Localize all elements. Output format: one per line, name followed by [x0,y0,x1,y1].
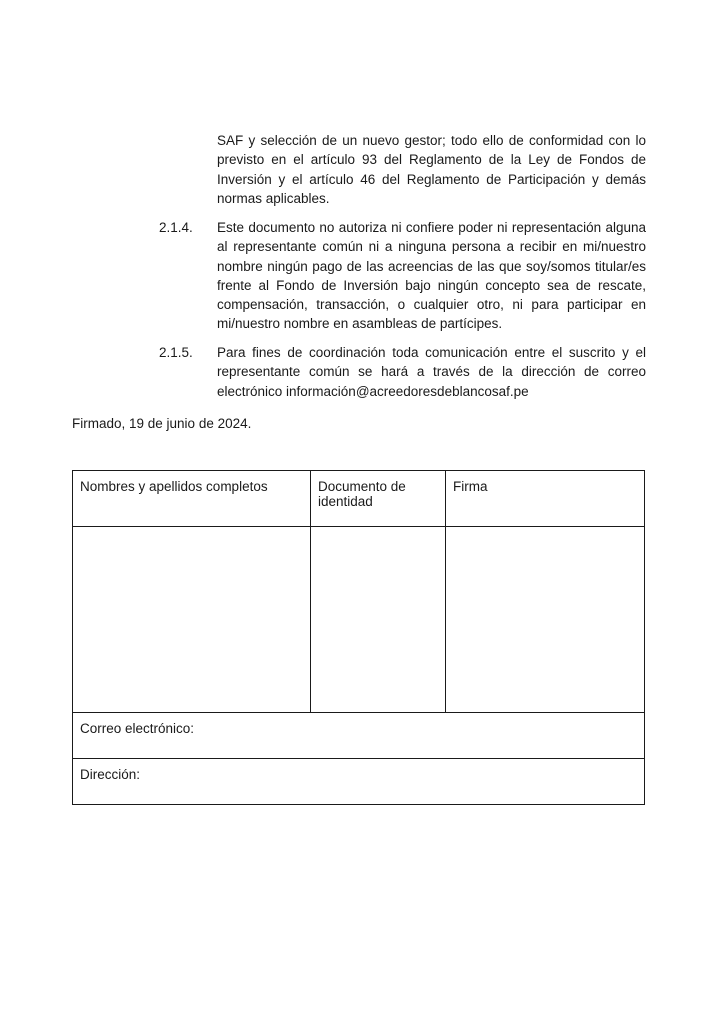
signature-table [72,470,645,805]
header-signature: Firma [446,471,645,527]
signed-date-line: Firmado, 19 de junio de 2024. [72,416,252,431]
clause-text-2-1-4: Este documento no autoriza ni confiere poder ni representación alguna al representante común ni a ninguna persona a recibir en mi/nuestro nombre ningún pago de las acreencias de las que soy/somos titular/es frente al Fondo de Inversión bajo ningún concepto sea de rescate, compensación, transacción, o cualquier otro, ni para participar en mi/nuestro nombre en asambleas de partícipes. [217,220,646,332]
address-field[interactable]: Dirección: [73,759,645,805]
paragraph-continuation: SAF y selección de un nuevo gestor; todo ello de conformidad con lo previsto en el artículo 93 del Reglamento de la Ley de Fondos de Inversión y el artículo 46 del Reglamento de Participación y demás normas aplicables. [217,133,646,206]
signature-cell[interactable] [446,527,645,713]
email-field[interactable]: Correo electrónico: [73,713,645,759]
signature-table-entry-row [73,527,645,713]
header-identity-document: Documento de identidad [311,471,446,527]
header-full-name: Nombres y apellidos completos [73,471,311,527]
full-name-cell[interactable] [73,527,311,713]
address-row [73,759,645,805]
signature-table-header-row [73,471,645,527]
identity-document-cell[interactable] [311,527,446,713]
clause-text-2-1-5: Para fines de coordinación toda comunicación entre el suscrito y el representante común se hará a través de la dirección de correo electrónico información@acreedoresdeblancosaf.pe [217,345,646,399]
clause-number-2-1-4: 2.1.4. [159,220,193,235]
email-row [73,713,645,759]
clause-number-2-1-5: 2.1.5. [159,345,193,360]
